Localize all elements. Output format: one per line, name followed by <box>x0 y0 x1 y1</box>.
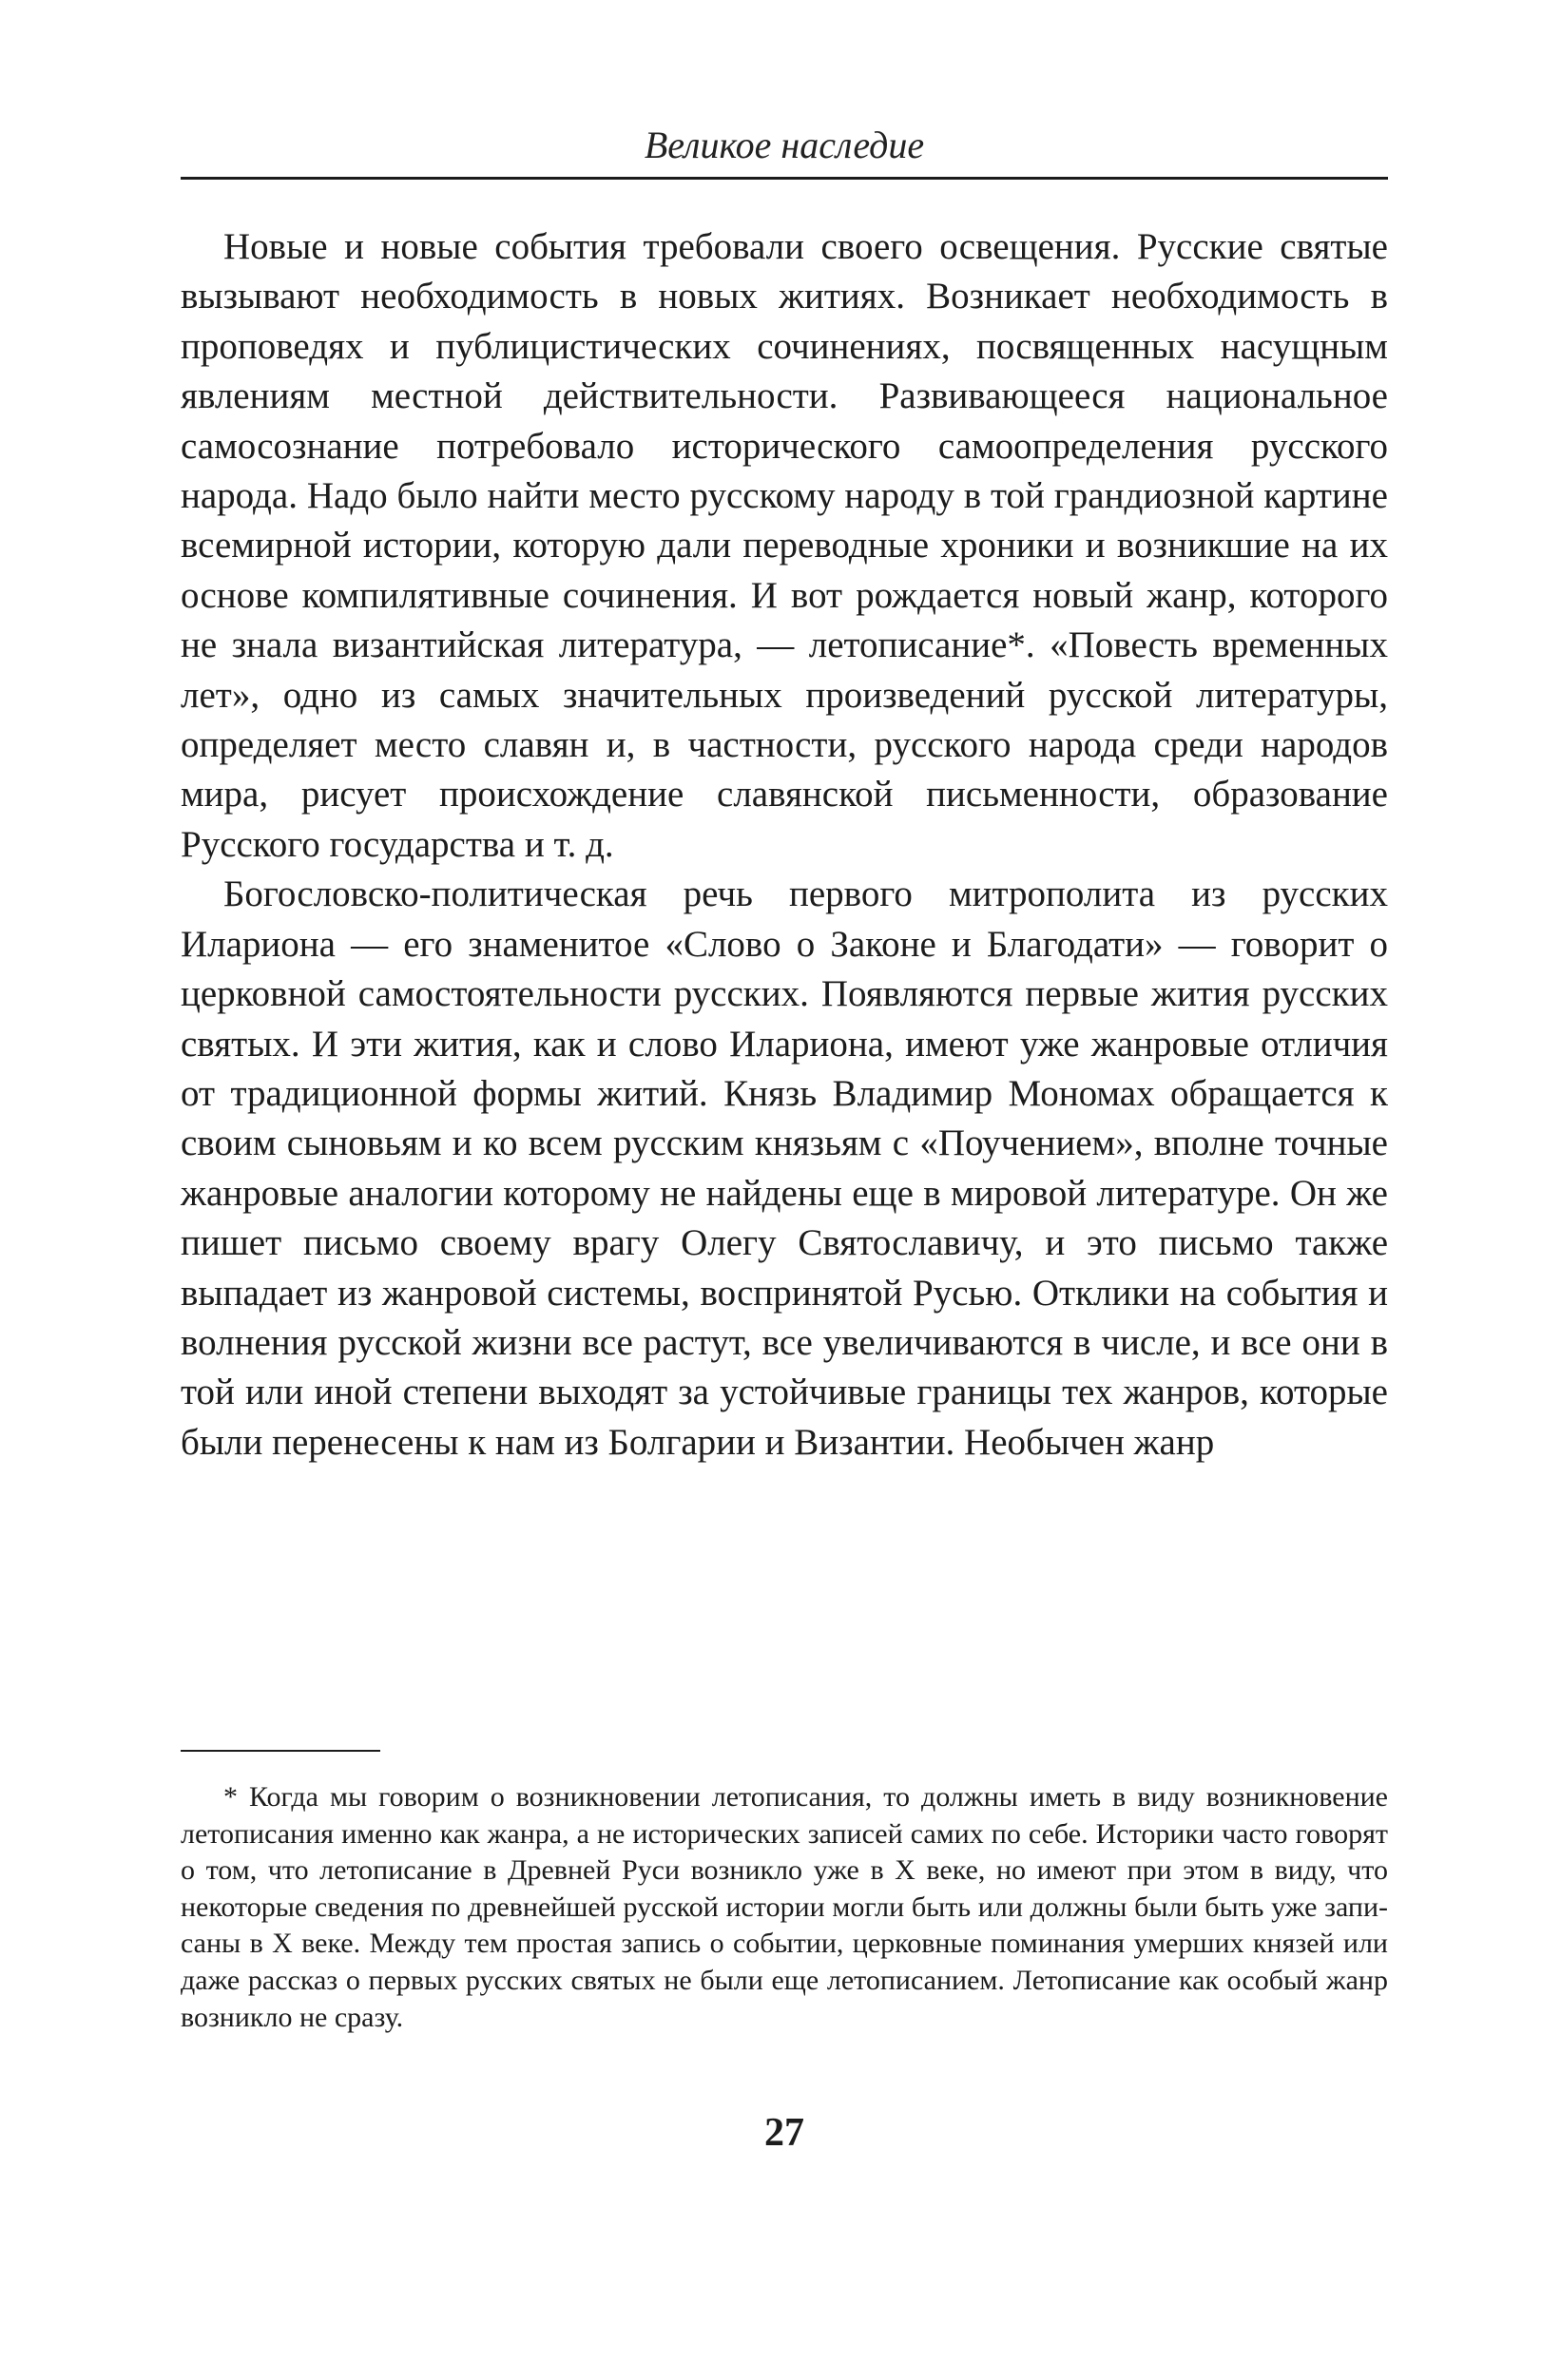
page-number: 27 <box>764 2111 804 2155</box>
body-text <box>181 222 1388 1468</box>
running-head: Великое наследие <box>644 124 925 166</box>
footnote-rule <box>181 1750 380 1752</box>
paragraph-2: Богословско-политическая речь первого митрополита из русских Илариона — его знаменитое «Слово о Законе и Благодати» — говорит о церковной самостоятельности русских. Появляются первые жития русских святых. И эти жития, как и слово Илариона, имеют уже жанровые отличия от традиционной формы житий. Князь Владимир Мономах обращается к своим сыновьям и ко всем русским князьям с «Поучением», вполне точные жанровые аналогии которому не найдены еще в мировой литературе. Он же пишет письмо своему врагу Олегу Святославичу, и это письмо также выпадает из жанровой системы, воспринятой Русью. Отклики на события и волнения русской жизни все растут, все увеличиваются в числе, и все они в той или иной степени выходят за устойчивые границы тех жанров, которые были перенесены к нам из Болгарии и Византии. Необычен жанр <box>181 873 1388 1463</box>
paragraph-1: Новые и новые события требовали своего освещения. Русские святые вызывают необходимость в новых житиях. Возникает необходимость в проповедях и публицистических сочинениях, посвященных насущным явлениям местной действительности. Развивающееся национальное самосознание потребовало исторического самоопределения русского народа. Надо было найти место русскому народу в той грандиозной картине всемирной истории, которую дали переводные хроники и возникшие на их основе компилятивные сочинения. И вот рождается новый жанр, которого не знала византийская литература, — летописание*. «Повесть временных лет», одно из самых значительных произведений русской литературы, определяет место славян и, в частности, русского народа среди народов мира, рисует происхождение славянской письменности, образование Русского государства и т. д. <box>181 226 1388 865</box>
footnote: * Когда мы говорим о возникновении летописания, то должны иметь в виду возникновение летописания именно как жанра, а не исторических записей самих по себе. Историки часто говорят о том, что летописание в Древней Руси возникло уже в X веке, но имеют при этом в виду, что некоторые сведения по древнейшей русской истории могли быть или должны были быть уже записаны в X веке. Между тем простая запись о событии, церковные поминания умерших князей или даже рассказ о первых русских святых не были еще летописанием. Летописание как особый жанр возникло не сразу. <box>181 1781 1388 2033</box>
header-rule <box>181 177 1388 180</box>
